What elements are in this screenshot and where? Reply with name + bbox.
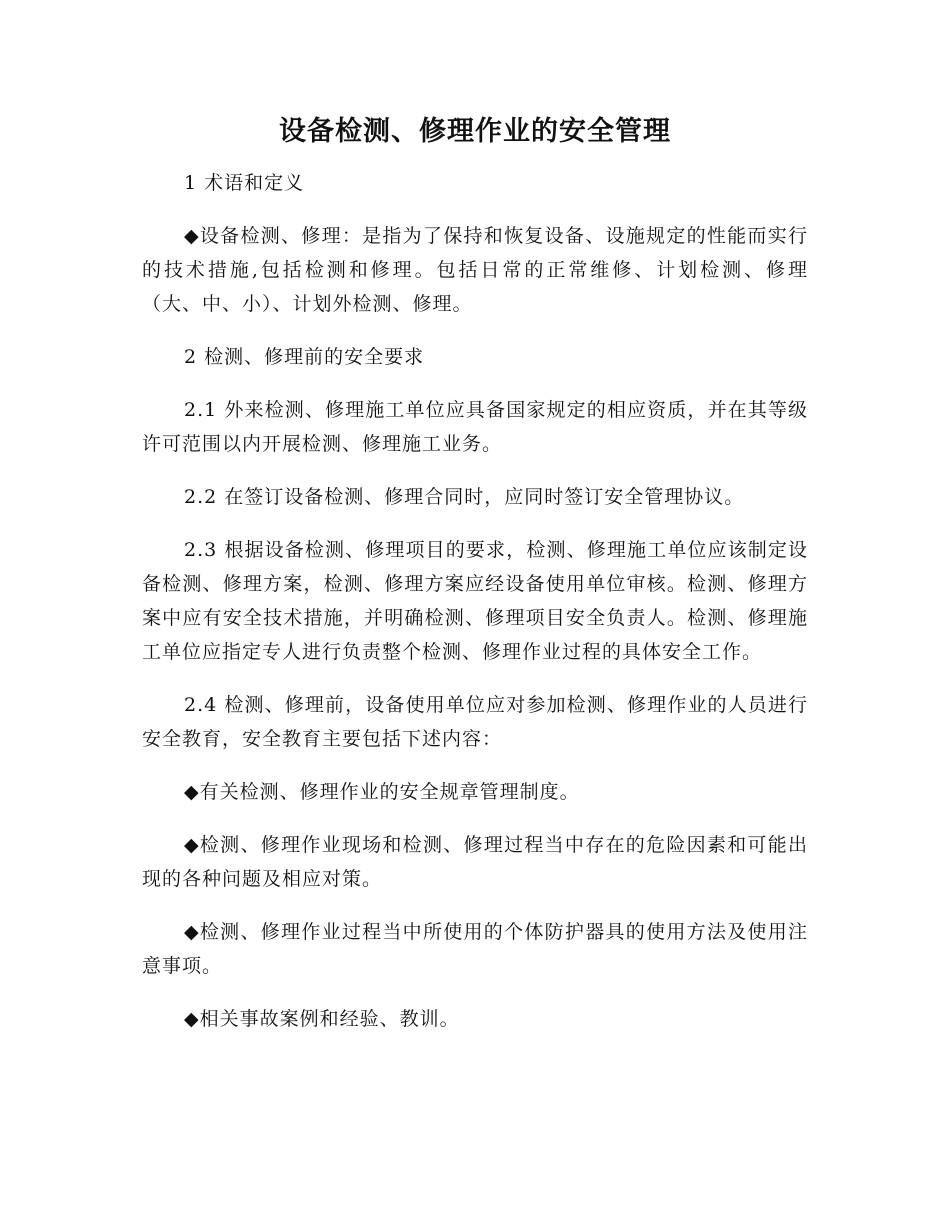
bullet-item-protective-gear: ◆检测、修理作业过程当中所使用的个体防护器具的使用方法及使用注意事项。	[142, 921, 808, 977]
bullet-item-hazards: ◆检测、修理作业现场和检测、修理过程当中存在的危险因素和可能出现的各种问题及相应对策。	[142, 834, 808, 890]
section-heading-terms: 1 术语和定义	[184, 172, 305, 194]
document-body	[142, 166, 808, 1055]
bullet-item-case-lessons: ◆相关事故案例和经验、教训。	[184, 1008, 460, 1030]
clause-2-2: 2.2 在签订设备检测、修理合同时，应同时签订安全管理协议。	[184, 486, 745, 508]
document-title: 设备检测、修理作业的安全管理	[279, 116, 671, 147]
clause-2-1: 2.1 外来检测、修理施工单位应具备国家规定的相应资质，并在其等级许可范围以内开展检测、修理施工业务。	[142, 399, 808, 455]
clause-2-4: 2.4 检测、修理前，设备使用单位应对参加检测、修理作业的人员进行安全教育，安全教育主要包括下述内容：	[142, 694, 808, 750]
section-heading-requirements: 2 检测、修理前的安全要求	[184, 346, 425, 368]
clause-2-3: 2.3 根据设备检测、修理项目的要求，检测、修理施工单位应该制定设备检测、修理方案，检测、修理方案应经设备使用单位审核。检测、修理方案中应有安全技术措施，并明确检测、修理项目安全负责人。检测、修理施工单位应指定专人进行负责整个检测、修理作业过程的具体安全工作。	[142, 539, 808, 663]
definition-paragraph: ◆设备检测、修理：是指为了保持和恢复设备、设施规定的性能而实行的技术措施,包括检测和修理。包括日常的正常维修、计划检测、修理（大、中、小）、计划外检测、修理。	[142, 225, 808, 315]
bullet-item-rules: ◆有关检测、修理作业的安全规章管理制度。	[184, 781, 580, 803]
